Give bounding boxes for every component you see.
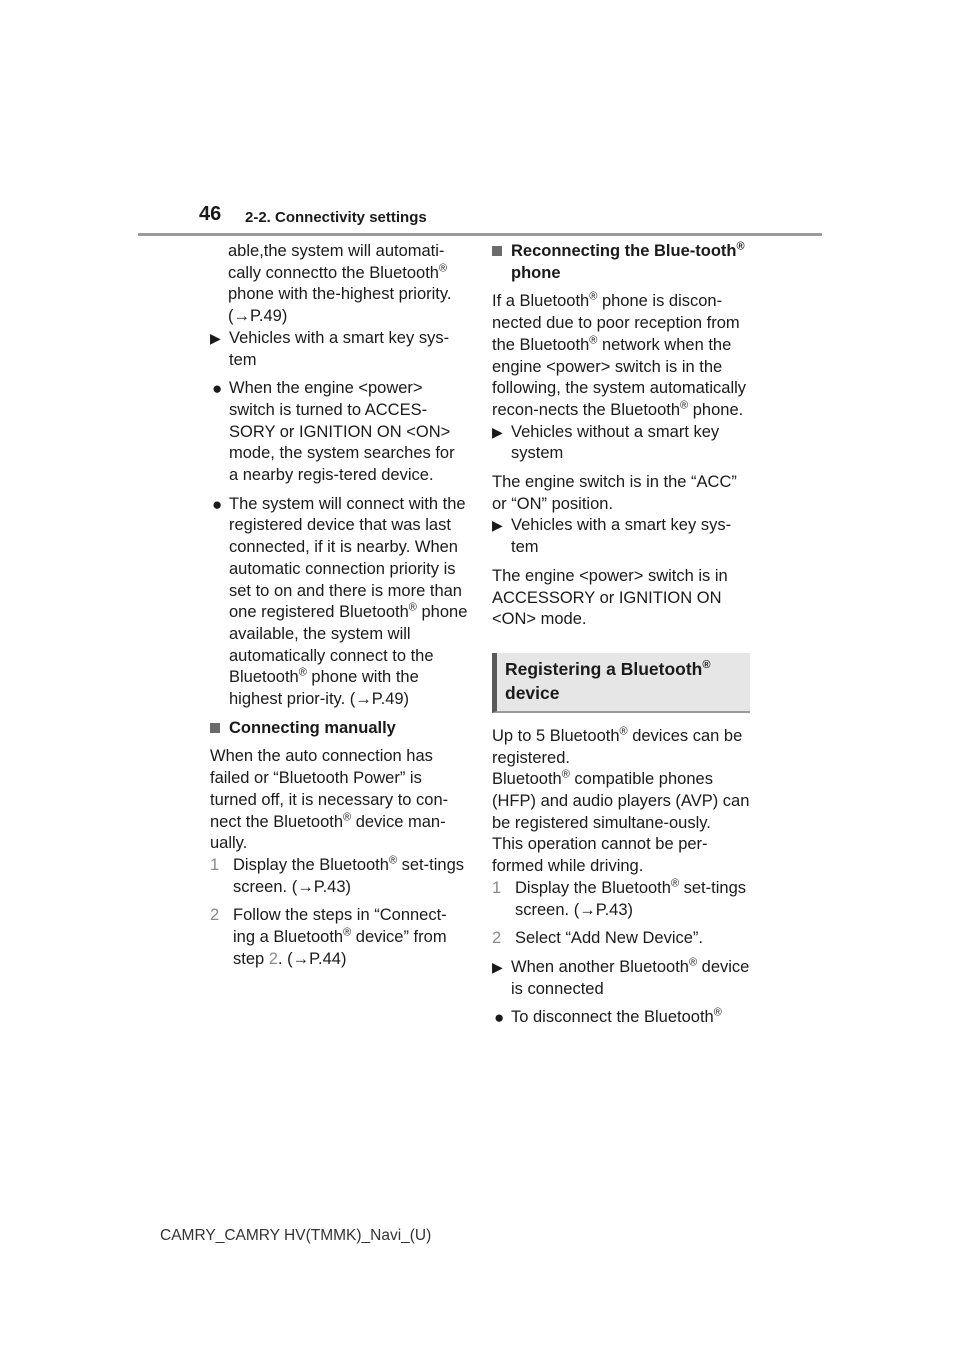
header-rule [138,233,822,236]
page-ref-link[interactable]: P.49) [371,690,410,709]
paragraph: Bluetooth® compatible phones (HFP) and audio players (AVP) can be registered simultane-ously. [492,768,750,832]
paragraph: If a Bluetooth® phone is discon-nected due to poor reception from the Bluetooth® network when the engine <power> switch is in the following, the system automatically recon-nects the Bluetooth® phone. [492,290,747,419]
page-ref-link[interactable]: P.49) [250,307,288,326]
paragraph: This operation cannot be per-formed while driving. [492,835,708,876]
subheading-reconnecting: Reconnecting the Blue-tooth® phone [492,241,750,284]
triangle-icon: ▶ [492,958,503,975]
page-number: 46 [199,203,222,225]
square-marker-icon [492,246,502,256]
triangle-icon: ▶ [492,517,503,534]
step-number: 1 [210,855,220,874]
paragraph: Up to 5 Bluetooth® devices can be registered. [492,725,743,767]
bullet-item: ● When the engine <power> switch is turned to ACCES-SORY or IGNITION ON <ON> mode, the system searches for a nearby regis-tered device. [212,379,455,485]
auto-connect-continued: able,the system will automati-cally connectto the Bluetooth® phone with the-highest priority. (→P.49) [228,242,452,326]
condition-item-another-device: ▶ When another Bluetooth® device is connected [492,956,750,998]
bullet-dot-icon: ● [212,379,223,399]
paragraph: When the auto connection has failed or “Bluetooth Power” is turned off, it is necessary to con-nect the Bluetooth® device man-ually. [210,747,449,853]
page-ref-link[interactable]: P.43) [595,900,633,919]
bullet-item: ● The system will connect with the registered device that was last connected, if it is nearby. When automatic connection priority is set to on and there is more than one registered Bluetooth® phone available, the system will automatically connect to the Bluetooth® phone with the highest prior-ity. (→P.49) [212,494,468,709]
triangle-icon: ▶ [492,423,503,440]
step-1: 1 Display the Bluetooth® set-tings screen. (→P.43) [492,877,746,919]
paragraph: The engine <power> switch is in ACCESSORY or IGNITION ON <ON> mode. [492,566,728,629]
subheading-connecting-manually: Connecting manually [210,718,468,740]
step-number: 2 [492,929,502,948]
arrow-icon: → [292,949,310,968]
arrow-icon: → [355,690,372,709]
bullet-dot-icon: ● [212,494,223,514]
arrow-icon: → [297,877,314,896]
arrow-icon: → [233,307,250,326]
paragraph: The engine switch is in the “ACC” or “ON” position. [492,473,737,513]
triangle-icon: ▶ [210,329,221,346]
condition-item-smart-key: ▶ Vehicles with a smart key sys-tem [492,516,732,557]
page-header [0,0,960,240]
bullet-dot-icon: ● [494,1008,505,1028]
step-1: 1 Display the Bluetooth® set-tings screen. (→P.43) [210,854,464,896]
step-2: 2 Follow the steps in “Connect-ing a Bluetooth® device” from step 2. (→P.44) [210,906,447,968]
page-ref-link[interactable]: P.44) [309,949,347,968]
right-column [492,241,750,1036]
step-number: 1 [492,878,502,897]
condition-item-no-smart-key: ▶ Vehicles without a smart key system [492,422,720,463]
step-2: 2 Select “Add New Device”. [492,928,750,950]
page-ref-link[interactable]: P.43) [313,877,351,896]
arrow-icon: → [579,900,596,919]
left-column [210,241,468,978]
section-title: 2-2. Connectivity settings [245,209,427,226]
square-marker-icon [210,723,220,733]
document-footer: CAMRY_CAMRY HV(TMMK)_Navi_(U) [160,1227,432,1244]
condition-item-smart-key: ▶ Vehicles with a smart key sys-tem [210,328,450,369]
section-heading-box: Registering a Bluetooth® device [492,653,750,713]
bullet-item: ● To disconnect the Bluetooth® [494,1006,722,1028]
step-number: 2 [210,906,220,925]
